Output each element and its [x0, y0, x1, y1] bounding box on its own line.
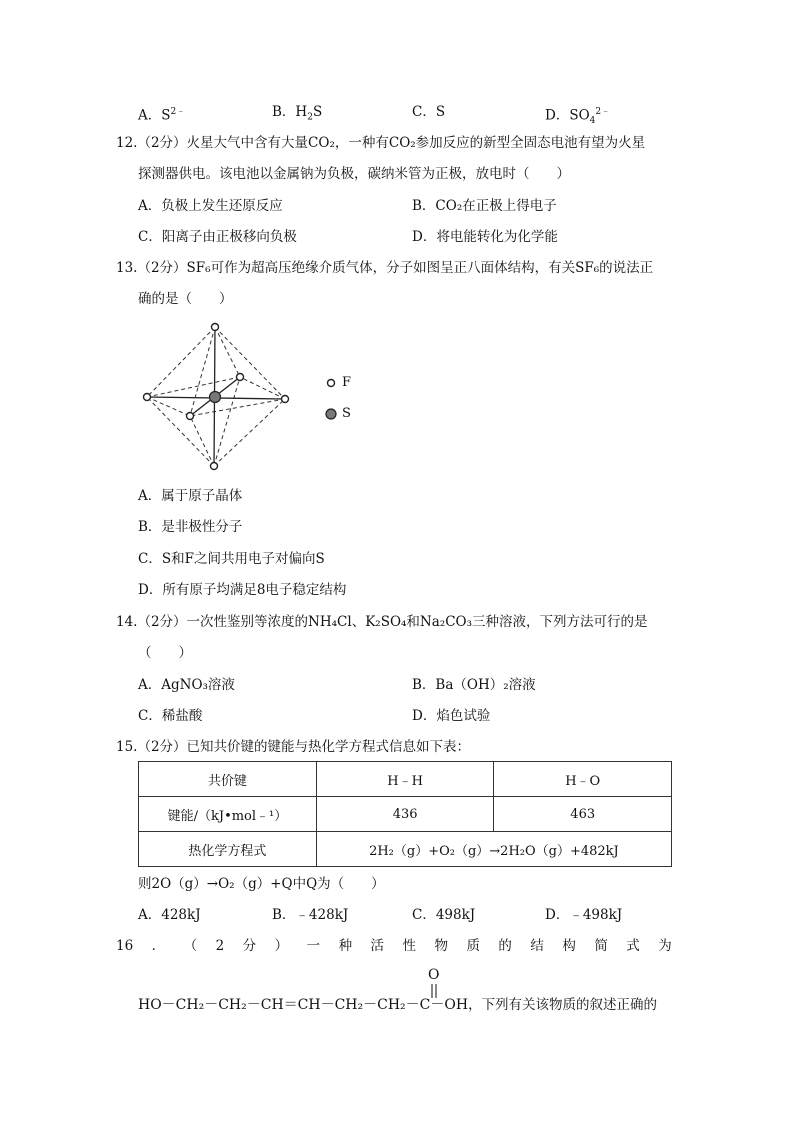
q16-char: 性: [402, 938, 416, 954]
q16-char: 种: [338, 938, 353, 954]
q13-option-a: A．属于原子晶体: [138, 488, 243, 504]
table-header-hh: H﹣H: [316, 762, 494, 797]
q15-option-a: A．428kJ: [138, 907, 201, 923]
q16-char: ）: [274, 938, 289, 954]
table-cell-hh-energy: 436: [316, 797, 494, 832]
q13-option-d: D．所有原子均满足8电子稳定结构: [138, 582, 347, 598]
q16-char: 16: [116, 938, 134, 954]
table-cell-thermo-equation: 2H₂（g）+O₂（g）→2H₂O（g）+482kJ: [316, 832, 671, 867]
q11-option-c: C．S: [412, 104, 446, 120]
q15-option-c: C．498kJ: [412, 907, 476, 923]
formula-text: HO－CH₂－CH₂－CH＝CH－CH₂－CH₂－C－OH: [138, 997, 469, 1013]
table-label-bond-energy: 键能/（kJ•mol﹣¹）: [139, 797, 317, 832]
legend-s-label: S: [342, 406, 351, 421]
q16-char: 2: [215, 938, 225, 954]
q14-option-c: C．稀盐酸: [138, 708, 203, 724]
q16-char: 的: [498, 938, 512, 954]
sf6-octahedron-diagram: [140, 318, 380, 473]
legend-f-label: F: [342, 375, 352, 390]
q15-option-b: B．﹣428kJ: [272, 907, 349, 923]
table-header-ho: H﹣O: [494, 762, 672, 797]
q16-char: 式: [626, 938, 640, 954]
q16-char: 质: [466, 938, 480, 954]
table-row: [139, 797, 672, 832]
bond-energy-table: [138, 761, 672, 867]
q16-char: 物: [434, 938, 448, 954]
q14-option-a: A．AgNO₃溶液: [138, 677, 235, 693]
q14-option-d: D．焰色试验: [412, 708, 491, 724]
table-row: [139, 762, 672, 797]
q15-option-d: D．﹣498kJ: [545, 907, 623, 923]
q14-stem-line1: 14.（2分）一次性鉴别等浓度的NH₄Cl、K₂SO₄和Na₂CO₃三种溶液，下列方法可行的是: [116, 614, 648, 630]
q14-stem-line2: （ ）: [138, 645, 192, 661]
q16-char: 活: [370, 938, 385, 954]
carbonyl-oxygen-label: O: [428, 967, 440, 983]
q11-option-d: D．$SO_4^{2﹣}$: [545, 107, 611, 127]
q12-stem-line2: 探测器供电。该电池以金属钠为负极，碳纳米管为正极，放电时（ ）: [138, 166, 570, 182]
table-cell-ho-energy: 463: [494, 797, 672, 832]
q13-option-c: C．S和F之间共用电子对偏向S: [138, 551, 325, 567]
q16-stem-line1: [116, 937, 672, 955]
q16-char: （: [183, 938, 198, 954]
q16-char: ．: [151, 938, 166, 954]
q13-stem-line1: 13.（2分）SF₆可作为超高压绝缘介质气体，分子如图呈正八面体结构，有关SF₆的说法正: [116, 260, 654, 276]
q13-option-b: B．是非极性分子: [138, 519, 243, 535]
table-label-thermo-equation: 热化学方程式: [139, 832, 317, 867]
q16-char: 分: [242, 938, 257, 954]
q16-char: 一: [306, 938, 321, 954]
table-row: [139, 832, 672, 867]
q16-char: 简: [594, 938, 608, 954]
q16-char: 结: [530, 938, 544, 954]
structural-formula: [138, 993, 657, 1014]
q16-char: 构: [562, 938, 576, 954]
q15-stem: 15.（2分）已知共价键的键能与热化学方程式信息如下表：: [116, 739, 471, 755]
q12-option-b: B．CO₂在正极上得电子: [412, 198, 557, 214]
table-header-bond: 共价键: [139, 762, 317, 797]
q15-question: 则2O（g）→O₂（g）+Q中Q为（ ）: [138, 876, 385, 892]
q14-option-b: B．Ba（OH）₂溶液: [412, 677, 536, 693]
q12-option-d: D．将电能转化为化学能: [412, 229, 558, 245]
q11-option-b: B．$H_2S$: [272, 104, 323, 123]
q12-option-a: A．负极上发生还原反应: [138, 198, 283, 214]
q13-stem-line2: 确的是（ ）: [138, 291, 233, 307]
q11-option-a: A．$S^{2﹣}$: [138, 107, 186, 124]
q12-stem-line1: 12.（2分）火星大气中含有大量CO₂，一种有CO₂参加反应的新型全固态电池有望为火星: [116, 135, 646, 151]
q12-option-c: C．阳离子由正极移向负极: [138, 229, 297, 245]
q16-stem-tail: ，下列有关该物质的叙述正确的: [468, 997, 658, 1013]
q16-char: 为: [658, 938, 672, 954]
